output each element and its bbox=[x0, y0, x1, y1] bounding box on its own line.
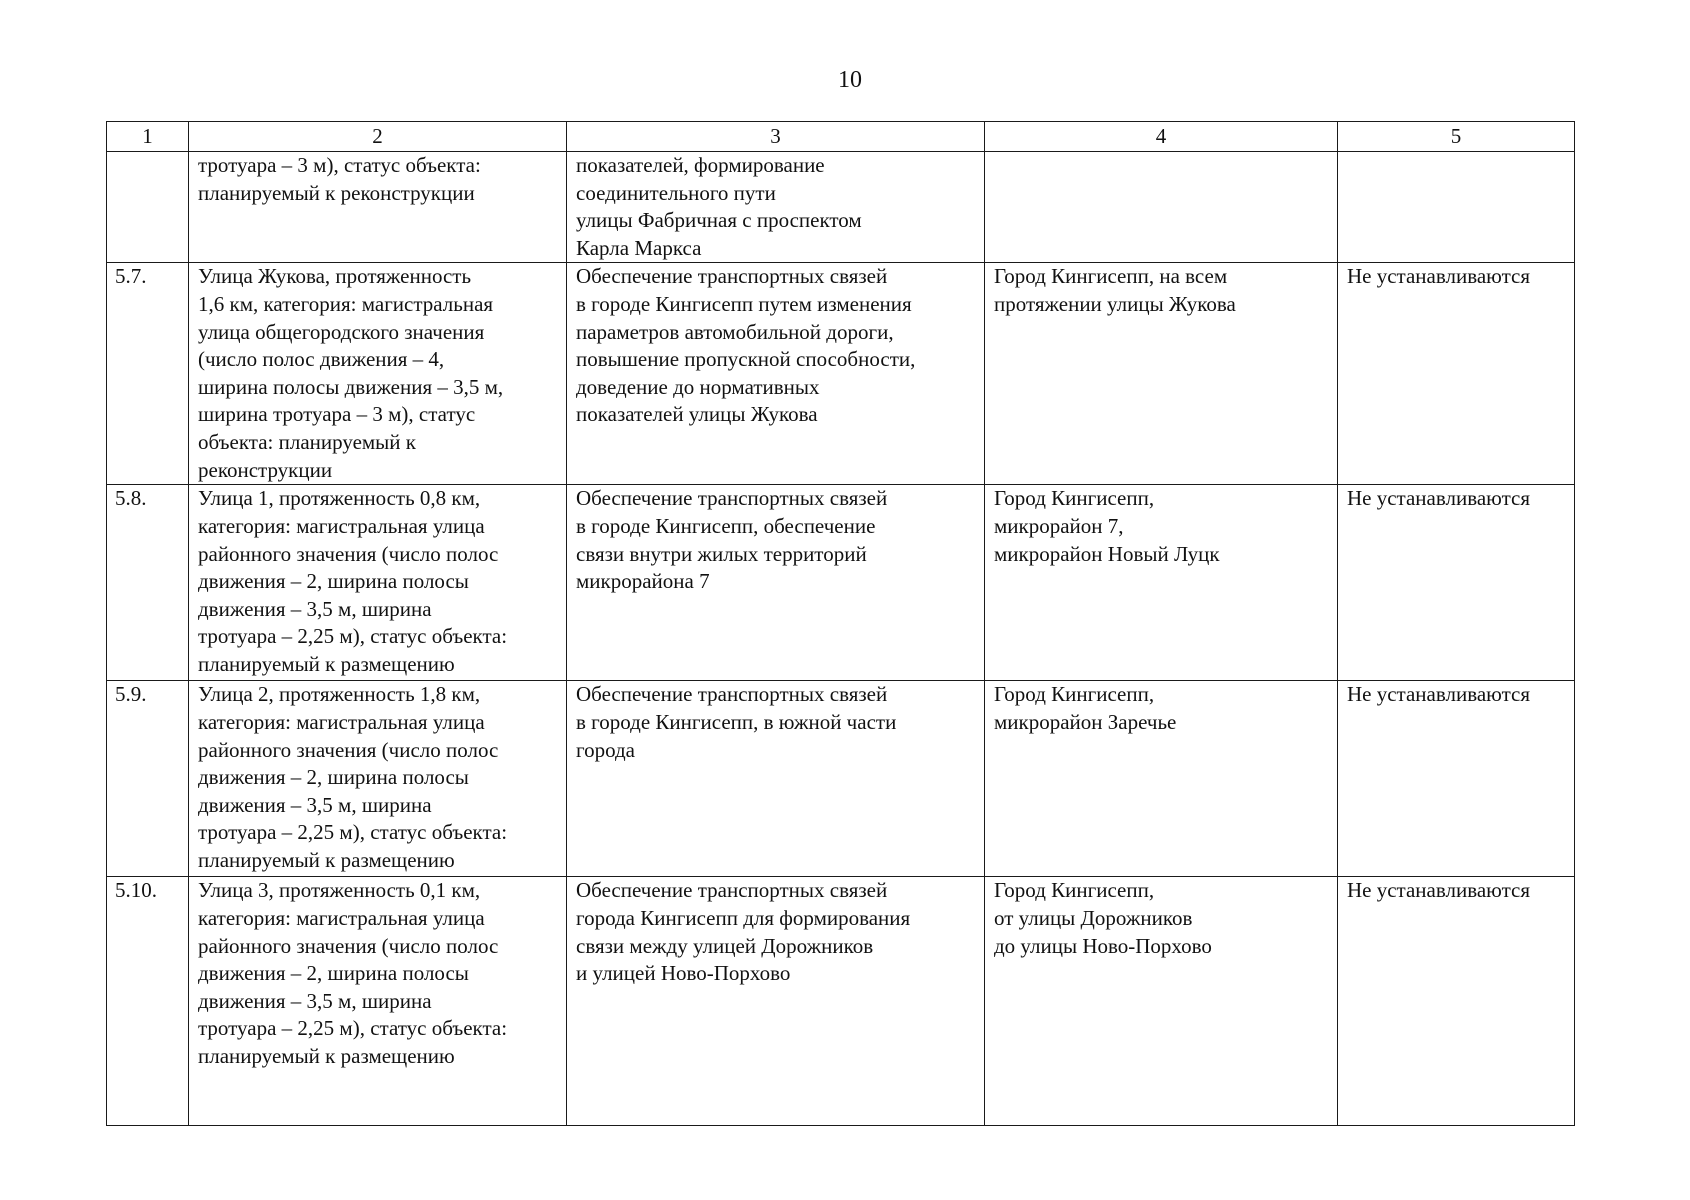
cell-text-line: Обеспечение транспортных связей bbox=[576, 264, 888, 289]
purpose-cell bbox=[567, 681, 985, 877]
restrictions-cell bbox=[1338, 263, 1575, 485]
cell-text-line: микрорайона 7 bbox=[576, 569, 710, 594]
row-number-cell: 5.7. bbox=[107, 263, 189, 485]
cell-text-line: Улица 2, протяженность 1,8 км, bbox=[198, 682, 481, 707]
header-cell: 5 bbox=[1338, 122, 1575, 152]
cell-text-line: Город Кингисепп, на всем bbox=[994, 264, 1228, 289]
table-row bbox=[107, 152, 1575, 263]
table-row bbox=[107, 681, 1575, 877]
cell-text-line: микрорайон Заречье bbox=[994, 709, 1177, 734]
cell-text-line: движения – 3,5 м, ширина bbox=[198, 596, 432, 621]
cell-text-line: планируемый к размещению bbox=[198, 651, 455, 676]
cell-text-line: категория: магистральная улица bbox=[198, 905, 485, 930]
location-cell bbox=[985, 263, 1338, 485]
location-cell bbox=[985, 681, 1338, 877]
cell-text-line: движения – 2, ширина полосы bbox=[198, 765, 469, 790]
cell-text-line: параметров автомобильной дороги, bbox=[576, 319, 894, 344]
cell-text-line: Улица Жукова, протяженность bbox=[198, 264, 472, 289]
page-number: 10 bbox=[838, 67, 862, 93]
header-cell: 3 bbox=[567, 122, 985, 152]
restrictions-cell bbox=[1338, 877, 1575, 1126]
cell-text-line: соединительного пути bbox=[576, 180, 776, 205]
cell-text-line: движения – 2, ширина полосы bbox=[198, 569, 469, 594]
cell-text-line: доведение до нормативных bbox=[576, 374, 820, 399]
row-number-cell: 5.9. bbox=[107, 681, 189, 877]
cell-text-line: связи между улицей Дорожников bbox=[576, 933, 874, 958]
cell-text-line: до улицы Ново-Порхово bbox=[994, 933, 1212, 958]
purpose-cell bbox=[567, 485, 985, 681]
cell-text-line: улица общегородского значения bbox=[198, 319, 485, 344]
cell-text-line: Не устанавливаются bbox=[1347, 264, 1531, 289]
cell-text-line: в городе Кингисепп, обеспечение bbox=[576, 513, 876, 538]
cell-text-line: Обеспечение транспортных связей bbox=[576, 486, 888, 511]
purpose-cell bbox=[567, 152, 985, 263]
cell-text-line: города bbox=[576, 737, 635, 762]
cell-text-line: Карла Маркса bbox=[576, 235, 702, 260]
location-cell bbox=[985, 485, 1338, 681]
cell-text-line: движения – 3,5 м, ширина bbox=[198, 988, 432, 1013]
table-header-row bbox=[107, 122, 1575, 152]
cell-text-line: микрорайон 7, bbox=[994, 513, 1124, 538]
cell-text-line: тротуара – 3 м), статус объекта: bbox=[198, 153, 481, 177]
cell-text-line: Не устанавливаются bbox=[1347, 682, 1531, 707]
cell-text-line: планируемый к реконструкции bbox=[198, 180, 475, 205]
cell-text-line: ширина полосы движения – 3,5 м, bbox=[198, 374, 504, 399]
cell-text-line: показателей, формирование bbox=[576, 153, 825, 177]
cell-text-line: районного значения (число полос bbox=[198, 737, 499, 762]
table-row bbox=[107, 877, 1575, 1126]
document-table bbox=[106, 121, 1575, 1126]
cell-text-line: Город Кингисепп, bbox=[994, 878, 1155, 903]
restrictions-cell bbox=[1338, 681, 1575, 877]
location-cell bbox=[985, 877, 1338, 1126]
cell-text-line: связи внутри жилых территорий bbox=[576, 541, 867, 566]
object-description-cell bbox=[189, 877, 567, 1126]
cell-text-line: протяжении улицы Жукова bbox=[994, 291, 1236, 316]
table-row bbox=[107, 485, 1575, 681]
cell-text-line: Город Кингисепп, bbox=[994, 682, 1155, 707]
cell-text-line: повышение пропускной способности, bbox=[576, 347, 916, 372]
cell-text-line: движения – 3,5 м, ширина bbox=[198, 792, 432, 817]
cell-text-line: тротуара – 2,25 м), статус объекта: bbox=[198, 624, 508, 649]
row-number-cell bbox=[107, 152, 189, 263]
cell-text-line: категория: магистральная улица bbox=[198, 513, 485, 538]
header-cell: 4 bbox=[985, 122, 1338, 152]
cell-text-line: Не устанавливаются bbox=[1347, 878, 1531, 903]
cell-text-line: Улица 3, протяженность 0,1 км, bbox=[198, 878, 481, 903]
cell-text-line: и улицей Ново-Порхово bbox=[576, 961, 791, 986]
cell-text-line: движения – 2, ширина полосы bbox=[198, 961, 469, 986]
restrictions-cell bbox=[1338, 152, 1575, 263]
purpose-cell bbox=[567, 877, 985, 1126]
cell-text-line: улицы Фабричная с проспектом bbox=[576, 208, 862, 233]
cell-text-line: города Кингисепп для формирования bbox=[576, 905, 911, 930]
object-description-cell bbox=[189, 485, 567, 681]
table-row bbox=[107, 263, 1575, 485]
restrictions-cell bbox=[1338, 485, 1575, 681]
cell-text-line: в городе Кингисепп, в южной части bbox=[576, 709, 897, 734]
cell-text-line: микрорайон Новый Луцк bbox=[994, 541, 1220, 566]
header-cell: 2 bbox=[189, 122, 567, 152]
location-cell bbox=[985, 152, 1338, 263]
cell-text-line: реконструкции bbox=[198, 457, 333, 482]
row-number-cell: 5.8. bbox=[107, 485, 189, 681]
row-number-cell: 5.10. bbox=[107, 877, 189, 1126]
cell-text-line: ширина тротуара – 3 м), статус bbox=[198, 402, 476, 427]
object-description-cell bbox=[189, 681, 567, 877]
cell-text-line: объекта: планируемый к bbox=[198, 429, 416, 454]
cell-text-line: тротуара – 2,25 м), статус объекта: bbox=[198, 1016, 508, 1041]
cell-text-line: районного значения (число полос bbox=[198, 933, 499, 958]
header-cell: 1 bbox=[107, 122, 189, 152]
cell-text-line: планируемый к размещению bbox=[198, 1043, 455, 1068]
object-description-cell bbox=[189, 152, 567, 263]
cell-text-line: показателей улицы Жукова bbox=[576, 402, 818, 427]
cell-text-line: категория: магистральная улица bbox=[198, 709, 485, 734]
cell-text-line: Город Кингисепп, bbox=[994, 486, 1155, 511]
cell-text-line: Улица 1, протяженность 0,8 км, bbox=[198, 486, 481, 511]
cell-text-line: (число полос движения – 4, bbox=[198, 347, 445, 372]
cell-text-line: Обеспечение транспортных связей bbox=[576, 878, 888, 903]
cell-text-line: районного значения (число полос bbox=[198, 541, 499, 566]
object-description-cell bbox=[189, 263, 567, 485]
purpose-cell bbox=[567, 263, 985, 485]
cell-text-line: Обеспечение транспортных связей bbox=[576, 682, 888, 707]
cell-text-line: в городе Кингисепп путем изменения bbox=[576, 291, 912, 316]
cell-text-line: 1,6 км, категория: магистральная bbox=[198, 291, 494, 316]
cell-text-line: планируемый к размещению bbox=[198, 847, 455, 872]
cell-text-line: тротуара – 2,25 м), статус объекта: bbox=[198, 820, 508, 845]
cell-text-line: Не устанавливаются bbox=[1347, 486, 1531, 511]
cell-text-line: от улицы Дорожников bbox=[994, 905, 1193, 930]
